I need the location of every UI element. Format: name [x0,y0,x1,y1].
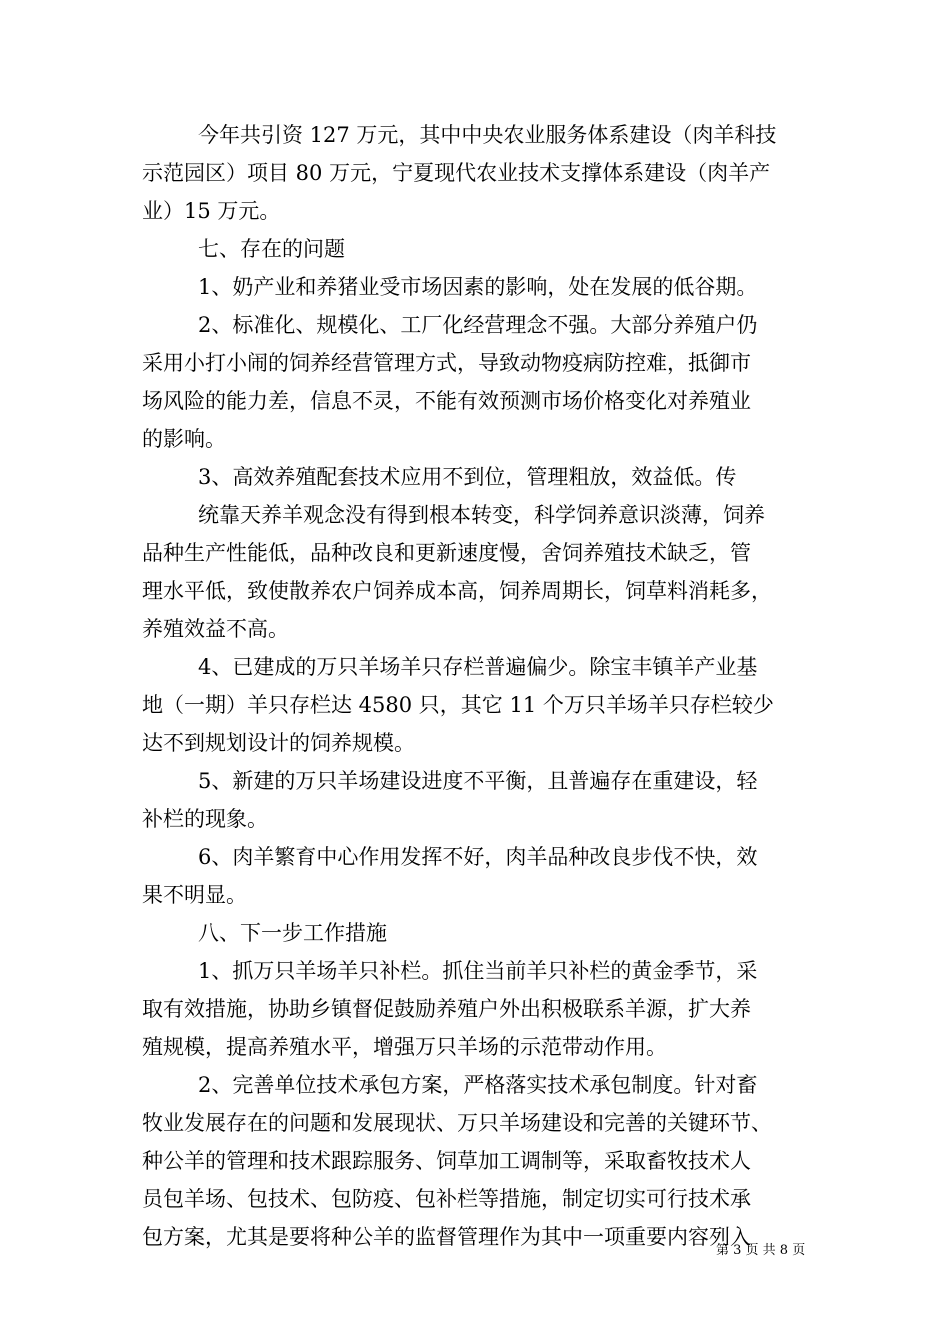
paragraph-line: 4、已建成的万只羊场羊只存栏普遍偏少。除宝丰镇羊产业基 [198,655,758,679]
paragraph-line: 地（一期）羊只存栏达 4580 只，其它 11 个万只羊场羊只存栏较少 [142,693,774,717]
paragraph-line: 员包羊场、包技术、包防疫、包补栏等措施，制定切实可行技术承 [142,1187,751,1211]
paragraph-line: 示范园区）项目 80 万元，宁夏现代农业技术支撑体系建设（肉羊产 [142,161,771,185]
paragraph-line: 取有效措施，协助乡镇督促鼓励养殖户外出积极联系羊源，扩大养 [142,997,751,1021]
paragraph-line: 果不明显。 [142,883,247,907]
paragraph-line: 1、奶产业和养猪业受市场因素的影响，处在发展的低谷期。 [198,275,758,299]
paragraph-line: 3、高效养殖配套技术应用不到位，管理粗放，效益低。传 [198,465,737,489]
paragraph-line: 殖规模，提高养殖水平，增强万只羊场的示范带动作用。 [142,1035,667,1059]
paragraph-line: 统靠天养羊观念没有得到根本转变，科学饲养意识淡薄，饲养 [198,503,765,527]
paragraph-line: 业）15 万元。 [142,199,281,223]
paragraph-line: 的影响。 [142,427,226,451]
paragraph-line: 达不到规划设计的饲养规模。 [142,731,415,755]
paragraph-line: 5、新建的万只羊场建设进度不平衡，且普遍存在重建设，轻 [198,769,758,793]
paragraph-line: 补栏的现象。 [142,807,268,831]
section-heading: 七、存在的问题 [198,237,345,261]
paragraph-line: 牧业发展存在的问题和发展现状、万只羊场建设和完善的关键环节、 [142,1111,772,1135]
paragraph-line: 养殖效益不高。 [142,617,289,641]
paragraph-line: 理水平低，致使散养农户饲养成本高，饲养周期长，饲草料消耗多， [142,579,772,603]
paragraph-line: 2、完善单位技术承包方案，严格落实技术承包制度。针对畜 [198,1073,758,1097]
paragraph-line: 品种生产性能低，品种改良和更新速度慢，舍饲养殖技术缺乏，管 [142,541,751,565]
paragraph-line: 采用小打小闹的饲养经营管理方式，导致动物疫病防控难，抵御市 [142,351,751,375]
paragraph-line: 种公羊的管理和技术跟踪服务、饲草加工调制等，采取畜牧技术人 [142,1149,751,1173]
paragraph-line: 场风险的能力差，信息不灵，不能有效预测市场价格变化对养殖业 [142,389,751,413]
paragraph-line: 包方案，尤其是要将种公羊的监督管理作为其中一项重要内容列入 [142,1225,751,1249]
paragraph-line: 今年共引资 127 万元，其中中央农业服务体系建设（肉羊科技 [198,123,777,147]
paragraph-line: 6、肉羊繁育中心作用发挥不好，肉羊品种改良步伐不快，效 [198,845,758,869]
section-heading: 八、下一步工作措施 [198,921,387,945]
paragraph-line: 2、标准化、规模化、工厂化经营理念不强。大部分养殖户仍 [198,313,758,337]
page-number-footer: 第 3 页 共 8 页 [716,1243,806,1258]
paragraph-line: 1、抓万只羊场羊只补栏。抓住当前羊只补栏的黄金季节，采 [198,959,758,983]
